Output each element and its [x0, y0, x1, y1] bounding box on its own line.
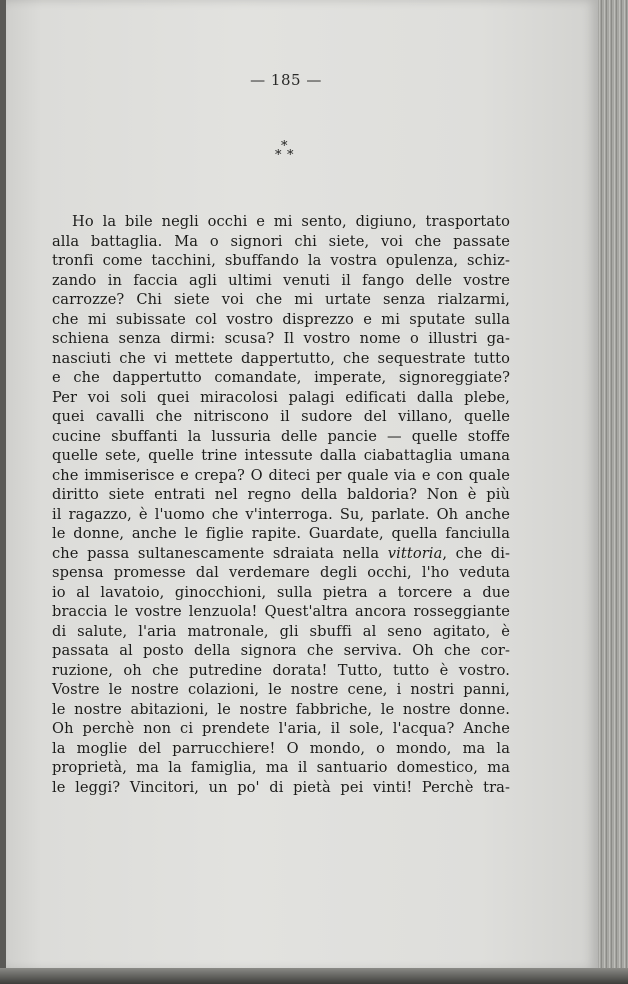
text-line: cucine sbuffanti la lussuria delle pancie — quelle stoffe	[52, 427, 510, 445]
italic-word: vittoria	[387, 544, 443, 562]
asterisk-left: *	[275, 148, 282, 163]
text-line: Vostre le nostre colazioni, le nostre cene, i nostri panni,	[52, 681, 510, 698]
asterisk-right: *	[287, 148, 294, 163]
text-line: nasciuti che vi mettete dappertutto, che sequestrate tutto	[52, 349, 510, 367]
text-line: io al lavatoio, ginocchioni, sulla pietra a torcere a due	[52, 583, 510, 601]
text-line: tronfi come tacchini, sbuffando la vostra opulenza, schiz-	[52, 252, 510, 269]
text-line: di salute, l'aria matronale, gli sbuffi al seno agitato, è	[52, 622, 510, 640]
text-line: Oh perchè non ci prendete l'aria, il sole, l'acqua? Anche	[52, 720, 510, 737]
text-line: che immiserisce e crepa? O diteci per quale via e con quale	[52, 466, 510, 484]
asterisk-top: *	[281, 139, 288, 154]
text-line: le leggi? Vincitori, un po' di pietà pei vinti! Perchè tra-	[52, 778, 510, 796]
body-text	[52, 212, 510, 797]
text-line: e che dappertutto comandate, imperate, signoreggiate?	[52, 369, 510, 386]
text-line: proprietà, ma la famiglia, ma il santuario domestico, ma	[52, 759, 510, 776]
text-line: zando in faccia agli ultimi venuti il fango delle vostre	[52, 271, 510, 289]
text-line: che passa sultanescamente sdraiata nella vittoria, che di-	[52, 544, 511, 562]
text-line: le nostre abitazioni, le nostre fabbriche, le nostre donne.	[52, 700, 510, 718]
text-line: quei cavalli che nitriscono il sudore del villano, quelle	[52, 408, 510, 425]
book-page-edges	[598, 0, 628, 984]
text-line: la moglie del parrucchiere! O mondo, o mondo, ma la	[52, 739, 510, 757]
page-number: — 185 —	[250, 71, 322, 89]
text-line: braccia le vostre lenzuola! Quest'altra ancora rosseggiante	[52, 603, 510, 620]
text-line: quelle sete, quelle trine intessute dalla ciabattaglia umana	[52, 447, 510, 464]
text-line: alla battaglia. Ma o signori chi siete, voi che passate	[52, 232, 510, 250]
text-line: passata al posto della signora che serviva. Oh che cor-	[52, 642, 510, 659]
text-line: carrozze? Chi siete voi che mi urtate senza rialzarmi,	[52, 291, 510, 308]
text-line: il ragazzo, è l'uomo che v'interroga. Su, parlate. Oh anche	[52, 505, 510, 523]
text-line: Per voi soli quei miracolosi palagi edificati dalla plebe,	[52, 388, 510, 406]
text-line: spensa promesse dal verdemare degli occhi, l'ho veduta	[52, 564, 510, 581]
text-line: che mi subissate col vostro disprezzo e mi sputate sulla	[52, 310, 510, 328]
text-line: diritto siete entrati nel regno della baldoria? Non è più	[52, 486, 510, 503]
text-line: le donne, anche le figlie rapite. Guardate, quella fanciulla	[52, 525, 510, 542]
text-line: Ho la bile negli occhi e mi sento, digiuno, trasportato	[72, 213, 510, 230]
book-bottom-edge	[0, 968, 628, 984]
text-line: ruzione, oh che putredine dorata! Tutto, tutto è vostro.	[52, 661, 510, 679]
text-line: schiena senza dirmi: scusa? Il vostro nome o illustri ga-	[52, 330, 510, 347]
book-page	[6, 0, 598, 970]
asterism-ornament	[271, 140, 301, 170]
